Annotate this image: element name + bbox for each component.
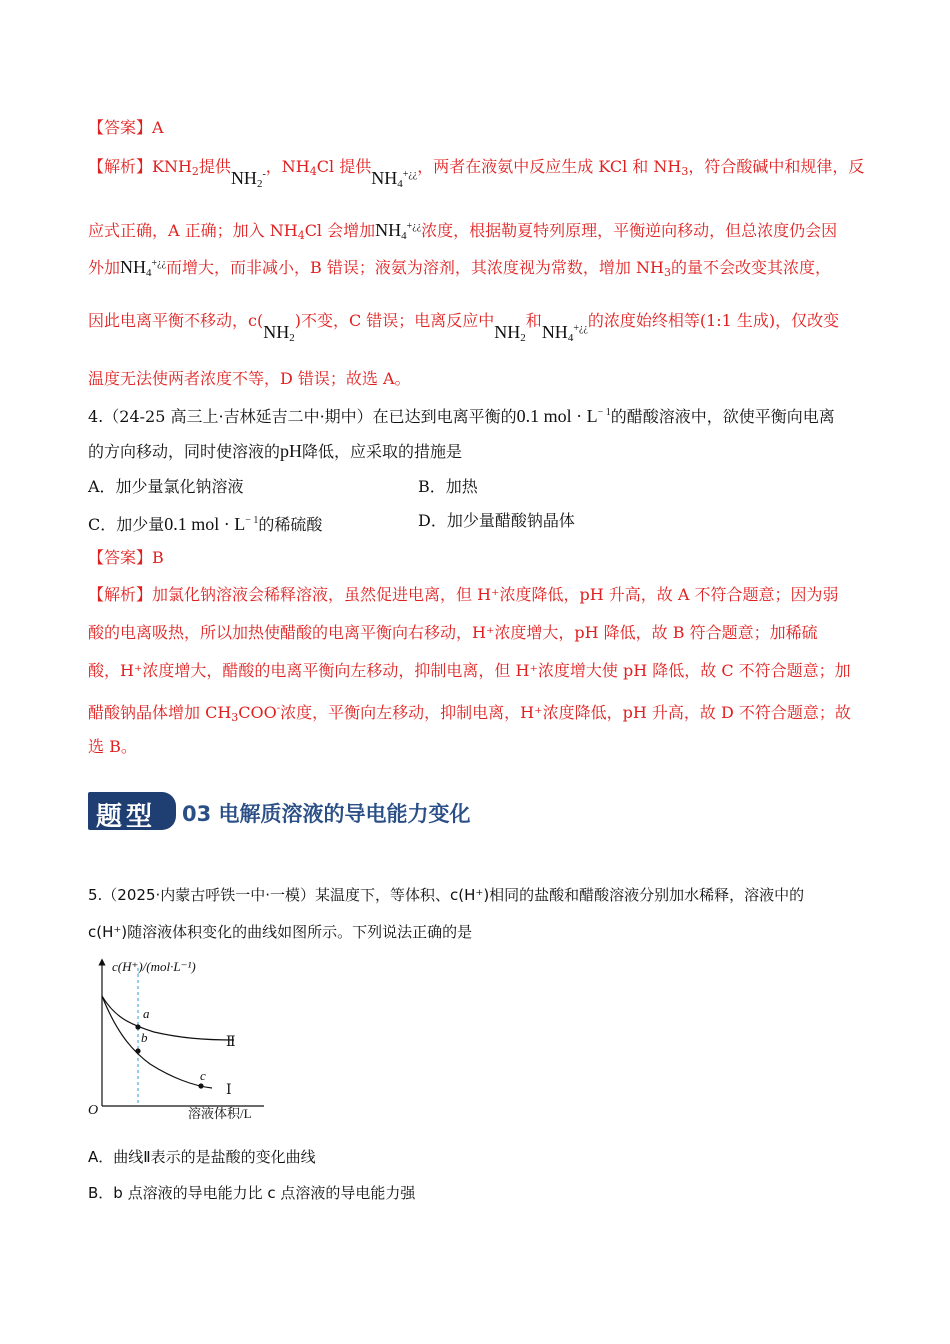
q5-stem-line-1: 5.（2025·内蒙古呼铁一中·一模）某温度下，等体积、c(H⁺)相同的盐酸和醋酸溶液分别加水稀释，溶液中的 [88,886,805,904]
point-b-label: b [141,1030,148,1045]
q4-answer: 【答案】B [88,548,164,567]
q3-explanation-line-5: 温度无法使两者浓度不等，D 错误；故选 A。 [88,369,411,388]
section-title: 03 电解质溶液的导电能力变化 [182,802,471,826]
section-tag: 题型 [88,792,176,830]
q4-option-c: C．加少量0.1 mol · $L^{- 1}$的稀硫酸 [88,514,323,534]
point-b [135,1048,140,1053]
point-a-label: a [143,1006,150,1021]
q5-option-b: B．b 点溶液的导电能力比 c 点溶液的导电能力强 [88,1184,416,1202]
q4-explanation-line-5: 选 B。 [88,737,137,756]
q4-explanation-line-2: 酸的电离吸热，所以加热使醋酸的电离平衡向右移动，H⁺浓度增大，pH 降低，故 B 符合题意；加稀硫 [88,623,818,642]
q4-option-d: D．加少量醋酸钠晶体 [418,511,575,530]
curve-ii-label: Ⅱ [226,1035,236,1050]
q4-stem-line-2: 的方向移动，同时使溶液的pH降低，应采取的措施是 [88,441,463,461]
section-banner [88,792,508,832]
q4-option-b: B．加热 [418,477,478,496]
q3-explanation-line-2: 应式正确，A 正确；加入 $NH_4Cl$ 会增加$NH_4^{+¿¿}$浓度，根据勒夏特列原理，平衡逆向移动，但总浓度仍会因 [88,220,838,242]
q4-explanation-line-4: 醋酸钠晶体增加 $CH_3COO^-$浓度，平衡向左移动，抑制电离，H⁺浓度降低，pH 升高，故 D 不符合题意；故 [88,703,851,724]
q4-option-a: A．加少量氯化钠溶液 [88,477,244,496]
q3-explanation-line-4: 因此电离平衡不移动，$c(NH_2)$不变，C 错误；电离反应中$NH_2$和$NH_4^{+¿¿}$的浓度始终相等(1:1 生成)，仅改变 [88,311,840,344]
origin-label: O [88,1103,99,1118]
curve-i-label: Ⅰ [226,1083,232,1098]
q3-explanation-line-1: 【解析】$KNH_2$提供$NH_2^-$，$NH_4Cl$ 提供$NH_4^{+¿¿}$，两者在液氨中反应生成 KCl 和 $NH_3$，符合酸碱中和规律，反 [88,157,865,190]
q5-stem-line-2: c(H⁺)随溶液体积变化的曲线如图所示。下列说法正确的是 [88,923,473,941]
q4-stem-line-1: 4.（24-25 高三上·吉林延吉二中·期中）在已达到电离平衡的0.1 mol · $L^{- 1}$的醋酸溶液中，欲使平衡向电离 [88,406,835,426]
q3-answer: 【答案】A [88,118,164,137]
q4-explanation-line-3: 酸，H⁺浓度增大，醋酸的电离平衡向左移动，抑制电离，但 H⁺浓度增大使 pH 降低，故 C 不符合题意；加 [88,661,851,680]
point-a [135,1024,140,1029]
y-axis-label: c(H⁺)/(mol·L⁻¹) [112,959,196,974]
q5-option-a: A．曲线Ⅱ表示的是盐酸的变化曲线 [88,1148,316,1166]
point-c [198,1083,203,1088]
curve-i [102,996,212,1088]
q3-explanation-line-3: 外加$NH_4^{+¿¿}$而增大，而非减小，B 错误；液氨为溶剂，其浓度视为常数，增加 $NH_3$的量不会改变其浓度， [88,257,831,279]
q4-explanation-line-1: 【解析】加氯化钠溶液会稀释溶液，虽然促进电离，但 H⁺浓度降低，pH 升高，故 A 不符合题意；因为弱 [88,585,839,604]
curve-ii [102,996,234,1040]
dilution-chart [84,956,284,1124]
x-axis-label: 溶液体积/L [188,1106,252,1121]
point-c-label: c [200,1068,206,1083]
